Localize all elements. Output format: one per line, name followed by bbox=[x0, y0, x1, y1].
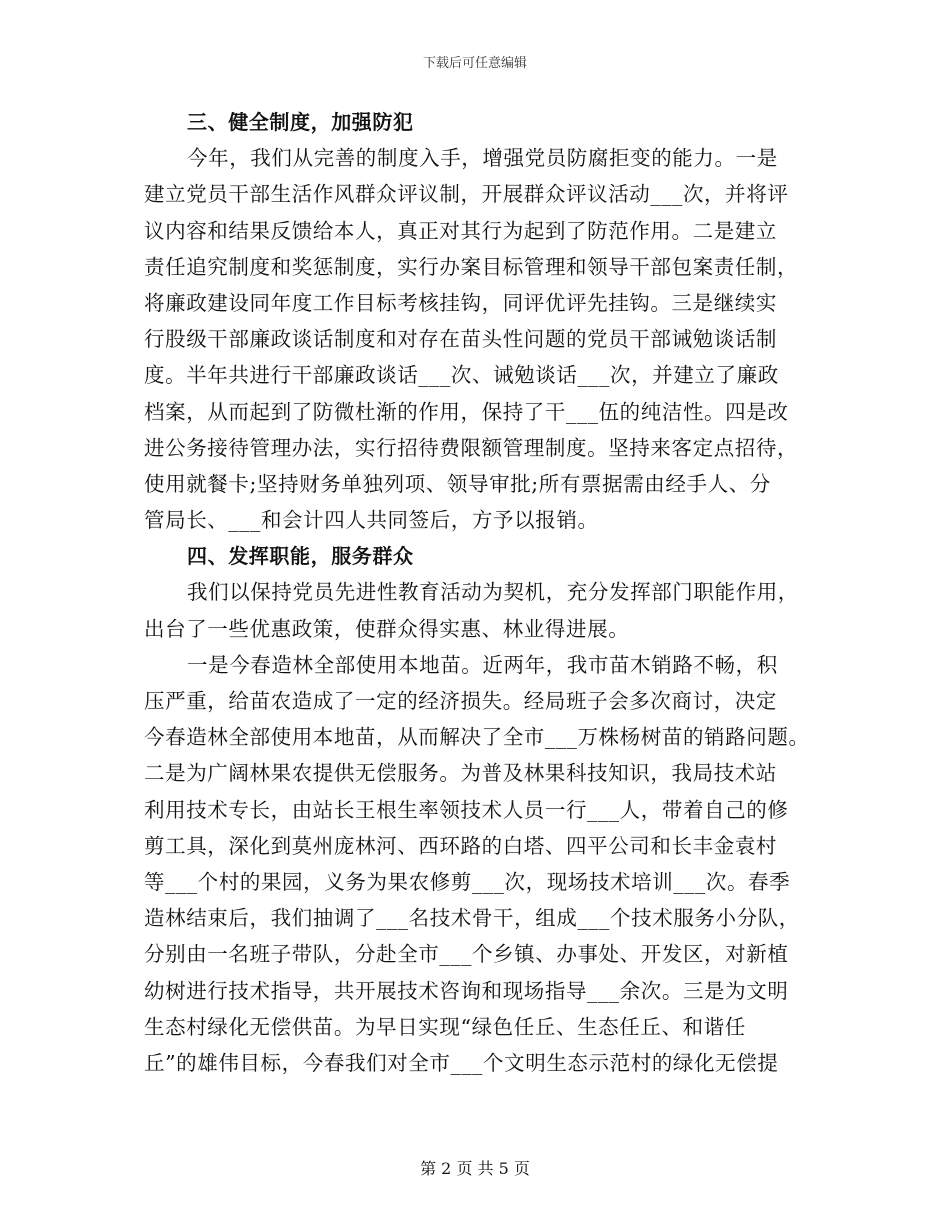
text-line: 我们以保持党员先进性教育活动为契机，充分发挥部门职能作用， bbox=[187, 580, 799, 605]
text-line: 今年，我们从完善的制度入手，增强党员防腐拒变的能力。一是 bbox=[187, 146, 778, 171]
text-line: 进公务接待管理办法，实行招待费限额管理制度。坚持来客定点招待， bbox=[144, 435, 799, 460]
text-line: 二是为广阔林果农提供无偿服务。为普及林果科技知识，我局技术站 bbox=[144, 761, 777, 786]
text-line: 建立党员干部生活作风群众评议制，开展群众评议活动___次，并将评 bbox=[144, 182, 789, 207]
text-line: 使用就餐卡;坚持财务单独列项、领导审批;所有票据需由经手人、分 bbox=[144, 471, 771, 496]
text-line: 一是今春造林全部使用本地苗。近两年，我市苗木销路不畅，积 bbox=[187, 652, 778, 677]
text-line: 管局长、___和会计四人共同签后，方予以报销。 bbox=[144, 508, 599, 533]
page-number: 第 2 页 共 5 页 bbox=[420, 1159, 530, 1178]
text-line: 行股级干部廉政谈话制度和对存在苗头性问题的党员干部诫勉谈话制 bbox=[144, 327, 777, 352]
page-header-note: 下载后可任意编辑 bbox=[422, 56, 527, 71]
text-line: 出台了一些优惠政策，使群众得实惠、林业得进展。 bbox=[144, 616, 630, 641]
text-line: 议内容和结果反馈给本人，真正对其行为起到了防范作用。二是建立 bbox=[144, 218, 777, 243]
text-line: 等___个村的果园，义务为果农修剪___次，现场技术培训___次。春季 bbox=[144, 869, 791, 894]
text-line: 幼树进行技术指导，共开展技术咨询和现场指导___余次。三是为文明 bbox=[144, 978, 789, 1003]
text-line: 度。半年共进行干部廉政谈话___次、诫勉谈话___次，并建立了廉政 bbox=[144, 363, 779, 388]
section-heading: 四、发挥职能，服务群众 bbox=[187, 544, 414, 569]
text-line: 剪工具，深化到莫州庞林河、西环路的白塔、四平公司和长丰金袁村 bbox=[144, 833, 777, 858]
text-line: 分别由一名班子带队，分赴全市___个乡镇、办事处、开发区，对新植 bbox=[144, 942, 789, 967]
text-line: 生态村绿化无偿供苗。为早日实现“绿色任丘、生态任丘、和谐任 bbox=[144, 1014, 746, 1039]
text-line: 将廉政建设同年度工作目标考核挂钩，同评优评先挂钩。三是继续实 bbox=[144, 290, 777, 315]
text-line: 利用技术专长，由站长王根生率领技术人员一行___人，带着自己的修 bbox=[144, 797, 789, 822]
text-line: 丘”的雄伟目标，今春我们对全市___个文明生态示范村的绿化无偿提 bbox=[144, 1050, 779, 1075]
text-line: 压严重，给苗农造成了一定的经济损失。经局班子会多次商讨，决定 bbox=[144, 689, 777, 713]
document-body bbox=[144, 104, 814, 1081]
section-heading: 三、健全制度，加强防犯 bbox=[187, 110, 414, 134]
text-line: 今春造林全部使用本地苗，从而解决了全市___万株杨树苗的销路问题。 bbox=[144, 725, 810, 750]
text-line: 档案，从而起到了防微杜渐的作用，保持了干___伍的纯洁性。四是改 bbox=[144, 399, 789, 424]
text-line: 造林结束后，我们抽调了___名技术骨干，组成___个技术服务小分队， bbox=[144, 906, 800, 931]
text-line: 责任追究制度和奖惩制度，实行办案目标管理和领导干部包案责任制， bbox=[144, 254, 799, 279]
